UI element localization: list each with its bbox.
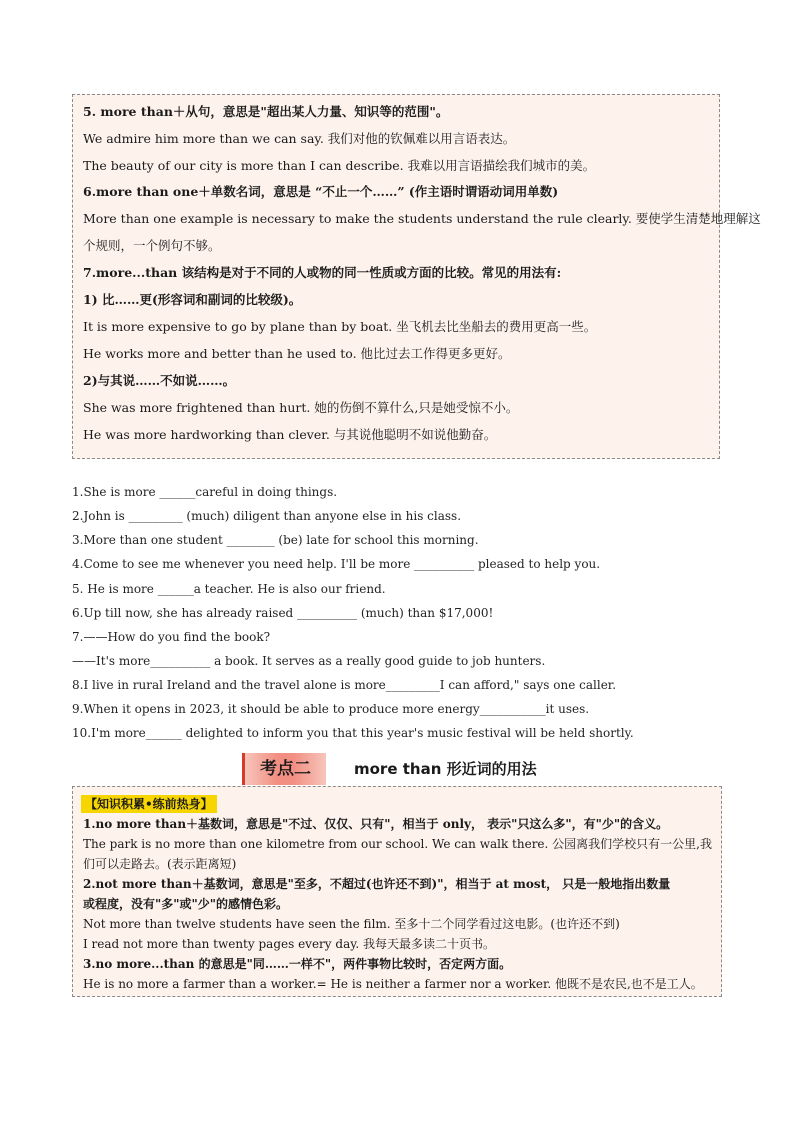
exercise-item: 1.She is more ______careful in doing things. — [72, 485, 338, 499]
rule-1-heading: 1.no more than＋基数词，意思是"不过、仅仅、只有"，相当于 only， 表示"只这么多"，有"少"的含义。 — [83, 817, 669, 831]
knowledge-box-more-than — [72, 94, 761, 459]
exercise-item: 7.——How do you find the book? — [72, 630, 271, 644]
rule-5-heading: 5. more than＋从句，意思是"超出某人力量、知识等的范围"。 — [83, 104, 449, 119]
rule-7-sub-1: 1) 比……更(形容词和副词的比较级)。 — [83, 292, 302, 307]
example-sentence: He is no more a farmer than a worker.= He is neither a farmer nor a worker. 他既不是农民,也不是工人。 — [83, 977, 703, 991]
example-sentence: He works more and better than he used to. 他比过去工作得更多更好。 — [83, 346, 511, 361]
rule-6-heading: 6.more than one＋单数名词，意思是 “不止一个……” (作主语时谓语动词用单数) — [83, 184, 559, 199]
warmup-badge: 【知识积累•练前热身】 — [81, 795, 217, 813]
example-sentence: Not more than twelve students have seen the film. 至多十二个同学看过这电影。(也许还不到) — [83, 917, 620, 931]
rule-7-sub-2: 2)与其说……不如说……。 — [83, 373, 236, 388]
exercise-item: 2.John is _________ (much) diligent than anyone else in his class. — [72, 509, 462, 523]
rule-3-heading: 3.no more...than 的意思是"同……一样不"，两件事物比较时，否定两方面。 — [83, 957, 512, 971]
example-sentence: 们可以走路去。(表示距离短) — [83, 857, 237, 871]
knowledge-box-similar-forms — [72, 786, 722, 997]
exercise-item: 8.I live in rural Ireland and the travel alone is more_________I can afford," says one caller. — [72, 678, 617, 692]
example-sentence: We admire him more than we can say. 我们对他的钦佩难以用言语表达。 — [83, 131, 516, 146]
example-sentence: More than one example is necessary to make the students understand the rule clearly. 要使学生清楚地理解这 — [83, 211, 761, 226]
exercise-item: 10.I'm more______ delighted to inform you that this year's music festival will be held shortly. — [72, 726, 634, 740]
example-sentence: I read not more than twenty pages every day. 我每天最多读二十页书。 — [83, 937, 496, 951]
section-tag: 考点二 — [242, 753, 326, 785]
rule-2-heading: 或程度，没有"多"或"少"的感情色彩。 — [83, 897, 289, 911]
example-sentence: 个规则，一个例句不够。 — [83, 238, 221, 253]
exercise-item: 9.When it opens in 2023, it should be able to produce more energy___________it uses. — [72, 702, 590, 716]
exercise-item: 3.More than one student ________ (be) late for school this morning. — [72, 533, 479, 547]
section-title: more than 形近词的用法 — [354, 760, 537, 778]
example-sentence: It is more expensive to go by plane than by boat. 坐飞机去比坐船去的费用更高一些。 — [83, 319, 597, 334]
example-sentence: The beauty of our city is more than I can describe. 我难以用言语描绘我们城市的美。 — [83, 158, 596, 173]
example-sentence: The park is no more than one kilometre from our school. We can walk there. 公园离我们学校只有一公里,我 — [83, 837, 712, 851]
exercise-item: 6.Up till now, she has already raised __________ (much) than $17,000! — [72, 606, 494, 620]
rule-7-heading: 7.more...than 该结构是对于不同的人或物的同一性质或方面的比较。常见的用法有: — [83, 265, 562, 280]
rule-2-heading: 2.not more than＋基数词，意思是"至多，不超过(也许还不到)"，相当于 at most， 只是一般地指出数量 — [83, 877, 671, 891]
example-sentence: She was more frightened than hurt. 她的伤倒不算什么,只是她受惊不小。 — [83, 400, 519, 415]
example-sentence: He was more hardworking than clever. 与其说他聪明不如说他勤奋。 — [83, 427, 497, 442]
exercise-item: 4.Come to see me whenever you need help. I'll be more __________ pleased to help you. — [72, 557, 601, 571]
exercise-item: ——It's more__________ a book. It serves as a really good guide to job hunters. — [72, 654, 546, 668]
exercise-item: 5. He is more ______a teacher. He is also our friend. — [72, 582, 386, 596]
